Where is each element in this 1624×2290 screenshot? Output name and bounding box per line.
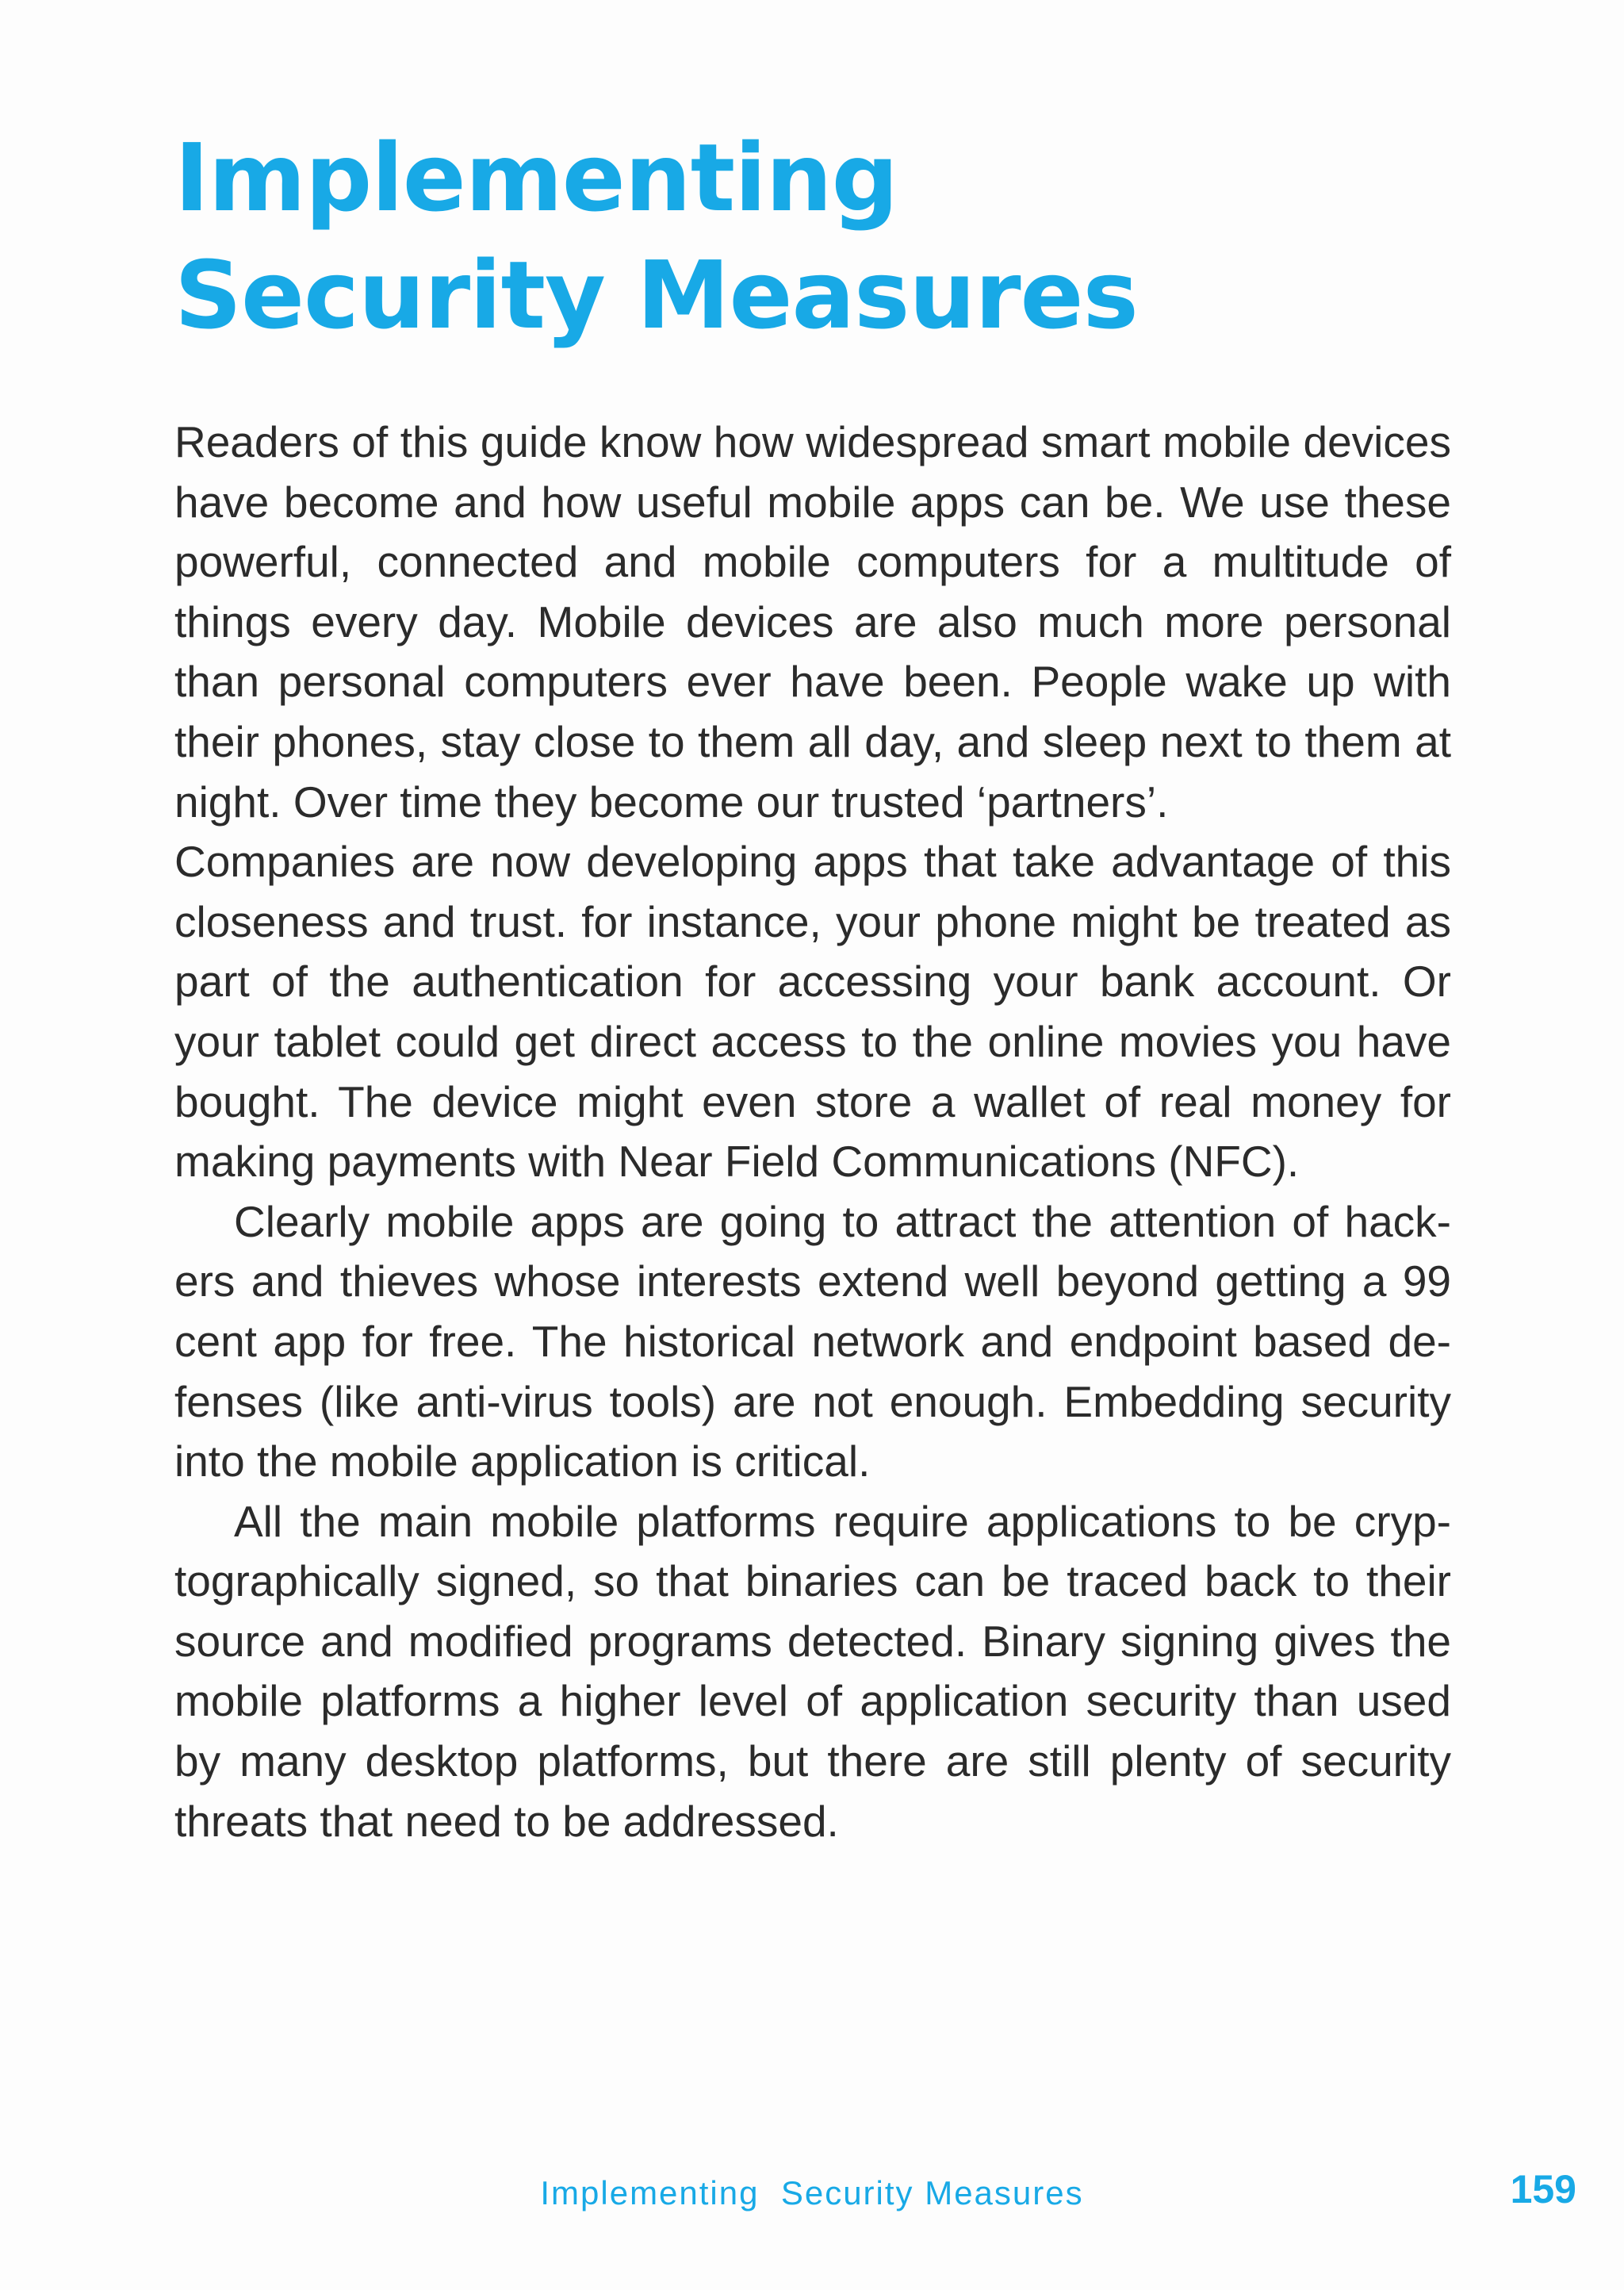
body-text (174, 412, 1451, 1851)
paragraph-1: Readers of this guide know how widespread smart mobile devices have become and how useful mobile apps can be. We use these powerful, connected and mobile computers for a multitude of things every day. Mobile devices are also much more personal than personal computers ever have been. People wake up with their phones, stay close to them all day, and sleep next to them at night. Over time they become our trusted ‘partners’. (174, 417, 1451, 827)
chapter-title-line-1: Implementing (174, 123, 898, 232)
paragraph-3: Clearly mobile apps are going to attract the attention of hackers and thieves whose interests extend well beyond getting a 99 cent app for free. The historical network and endpoint based defenses (like anti-virus tools) are not enough. Embedding security into the mobile application is critical. (174, 1196, 1451, 1486)
paragraph-4: All the main mobile platforms require applications to be cryptographically signed, so that binaries can be traced back to their source and modified programs detected. Binary signing gives the mobile platforms a higher level of application security than used by many desktop platforms, but there are still plenty of security threats that need to be addressed. (174, 1496, 1451, 1846)
chapter-title (174, 119, 1443, 354)
running-footer-title: Implementing Security Measures (540, 2174, 1084, 2211)
chapter-title-line-2: Security Measures (174, 240, 1138, 350)
paragraph-2: Companies are now developing apps that take advantage of this closeness and trust. for instance, your phone might be treated as part of the authentication for accessing your bank account. Or your tablet could get direct access to the online movies you have bought. The device might even store a wallet of real money for making payments with Near Field Communications (NFC). (174, 837, 1451, 1187)
page-number: 159 (1510, 2167, 1576, 2211)
